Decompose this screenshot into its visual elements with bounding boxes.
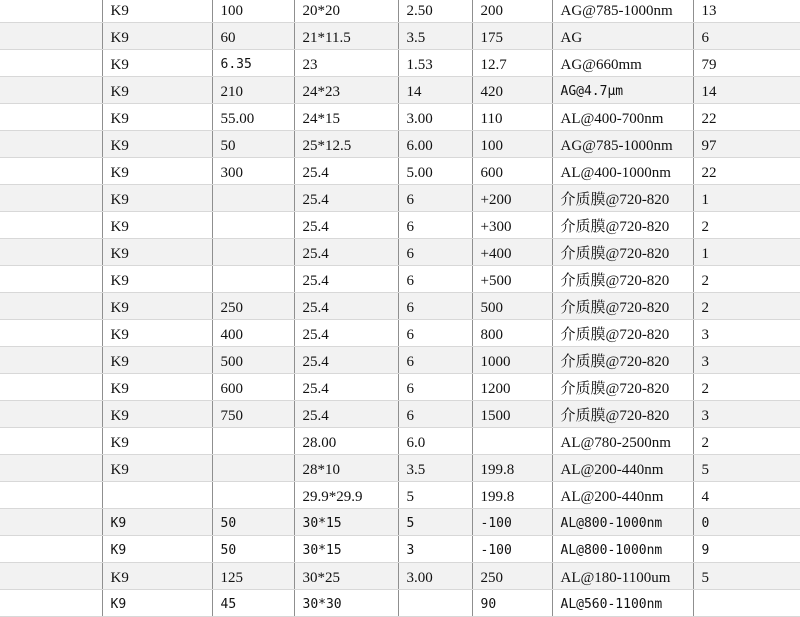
table-row[interactable] — [0, 77, 800, 104]
radius-cell[interactable]: 1200 — [472, 374, 552, 401]
focal-length-cell[interactable]: 300 — [212, 158, 294, 185]
blank-cell[interactable] — [0, 266, 102, 293]
table-row[interactable] — [0, 482, 800, 509]
material-cell[interactable]: K9 — [102, 401, 212, 428]
focal-length-cell[interactable]: 210 — [212, 77, 294, 104]
thickness-cell[interactable] — [398, 590, 472, 617]
radius-cell[interactable]: +500 — [472, 266, 552, 293]
table-row[interactable] — [0, 374, 800, 401]
material-cell[interactable]: K9 — [102, 77, 212, 104]
blank-cell[interactable] — [0, 374, 102, 401]
material-cell[interactable]: K9 — [102, 590, 212, 617]
radius-cell[interactable]: 600 — [472, 158, 552, 185]
table-row[interactable] — [0, 0, 800, 23]
material-cell[interactable]: K9 — [102, 212, 212, 239]
material-cell[interactable]: K9 — [102, 428, 212, 455]
table-row[interactable] — [0, 212, 800, 239]
quantity-cell[interactable]: 0 — [693, 509, 800, 536]
material-cell[interactable]: K9 — [102, 239, 212, 266]
size-cell[interactable]: 28.00 — [294, 428, 398, 455]
coating-cell[interactable]: AL@180-1100um — [552, 563, 693, 590]
coating-cell[interactable]: 介质膜@720-820 — [552, 401, 693, 428]
blank-cell[interactable] — [0, 347, 102, 374]
radius-cell[interactable]: 100 — [472, 131, 552, 158]
thickness-cell[interactable]: 6 — [398, 185, 472, 212]
thickness-cell[interactable]: 6 — [398, 266, 472, 293]
table-row[interactable] — [0, 401, 800, 428]
focal-length-cell[interactable]: 125 — [212, 563, 294, 590]
radius-cell[interactable]: 500 — [472, 293, 552, 320]
quantity-cell[interactable]: 6 — [693, 23, 800, 50]
focal-length-cell[interactable] — [212, 185, 294, 212]
focal-length-cell[interactable] — [212, 212, 294, 239]
coating-cell[interactable]: 介质膜@720-820 — [552, 212, 693, 239]
material-cell[interactable]: K9 — [102, 158, 212, 185]
table-row[interactable] — [0, 428, 800, 455]
thickness-cell[interactable]: 6 — [398, 374, 472, 401]
quantity-cell[interactable]: 2 — [693, 428, 800, 455]
thickness-cell[interactable]: 6 — [398, 239, 472, 266]
focal-length-cell[interactable]: 55.00 — [212, 104, 294, 131]
size-cell[interactable]: 25.4 — [294, 347, 398, 374]
material-cell[interactable]: K9 — [102, 0, 212, 23]
radius-cell[interactable]: -100 — [472, 536, 552, 563]
blank-cell[interactable] — [0, 212, 102, 239]
quantity-cell[interactable]: 4 — [693, 482, 800, 509]
size-cell[interactable]: 30*15 — [294, 536, 398, 563]
radius-cell[interactable]: 1500 — [472, 401, 552, 428]
focal-length-cell[interactable] — [212, 455, 294, 482]
blank-cell[interactable] — [0, 104, 102, 131]
size-cell[interactable]: 24*23 — [294, 77, 398, 104]
radius-cell[interactable]: 420 — [472, 77, 552, 104]
material-cell[interactable]: K9 — [102, 563, 212, 590]
quantity-cell[interactable]: 3 — [693, 320, 800, 347]
radius-cell[interactable]: 199.8 — [472, 455, 552, 482]
material-cell[interactable]: K9 — [102, 455, 212, 482]
size-cell[interactable]: 25.4 — [294, 401, 398, 428]
size-cell[interactable]: 20*20 — [294, 0, 398, 23]
size-cell[interactable]: 24*15 — [294, 104, 398, 131]
thickness-cell[interactable]: 6 — [398, 401, 472, 428]
material-cell[interactable]: K9 — [102, 536, 212, 563]
coating-cell[interactable]: AL@400-700nm — [552, 104, 693, 131]
quantity-cell[interactable]: 2 — [693, 212, 800, 239]
coating-cell[interactable]: 介质膜@720-820 — [552, 293, 693, 320]
thickness-cell[interactable]: 3.00 — [398, 563, 472, 590]
focal-length-cell[interactable]: 45 — [212, 590, 294, 617]
blank-cell[interactable] — [0, 131, 102, 158]
focal-length-cell[interactable] — [212, 428, 294, 455]
radius-cell[interactable]: -100 — [472, 509, 552, 536]
blank-cell[interactable] — [0, 77, 102, 104]
material-cell[interactable]: K9 — [102, 374, 212, 401]
blank-cell[interactable] — [0, 401, 102, 428]
thickness-cell[interactable]: 3.5 — [398, 455, 472, 482]
thickness-cell[interactable]: 3.00 — [398, 104, 472, 131]
quantity-cell[interactable]: 2 — [693, 374, 800, 401]
radius-cell[interactable]: +200 — [472, 185, 552, 212]
coating-cell[interactable]: AL@560-1100nm — [552, 590, 693, 617]
focal-length-cell[interactable]: 400 — [212, 320, 294, 347]
blank-cell[interactable] — [0, 239, 102, 266]
size-cell[interactable]: 25*12.5 — [294, 131, 398, 158]
coating-cell[interactable]: AL@400-1000nm — [552, 158, 693, 185]
material-cell[interactable]: K9 — [102, 23, 212, 50]
table-row[interactable] — [0, 104, 800, 131]
blank-cell[interactable] — [0, 293, 102, 320]
quantity-cell[interactable]: 79 — [693, 50, 800, 77]
size-cell[interactable]: 25.4 — [294, 185, 398, 212]
coating-cell[interactable]: 介质膜@720-820 — [552, 347, 693, 374]
material-cell[interactable]: K9 — [102, 509, 212, 536]
size-cell[interactable]: 30*25 — [294, 563, 398, 590]
thickness-cell[interactable]: 6.0 — [398, 428, 472, 455]
coating-cell[interactable]: AG — [552, 23, 693, 50]
focal-length-cell[interactable] — [212, 482, 294, 509]
blank-cell[interactable] — [0, 536, 102, 563]
quantity-cell[interactable]: 22 — [693, 104, 800, 131]
quantity-cell[interactable]: 2 — [693, 293, 800, 320]
quantity-cell[interactable]: 97 — [693, 131, 800, 158]
size-cell[interactable]: 25.4 — [294, 212, 398, 239]
material-cell[interactable]: K9 — [102, 293, 212, 320]
thickness-cell[interactable]: 6 — [398, 212, 472, 239]
blank-cell[interactable] — [0, 563, 102, 590]
table-row[interactable] — [0, 293, 800, 320]
quantity-cell[interactable]: 13 — [693, 0, 800, 23]
focal-length-cell[interactable] — [212, 266, 294, 293]
thickness-cell[interactable]: 14 — [398, 77, 472, 104]
focal-length-cell[interactable]: 250 — [212, 293, 294, 320]
coating-cell[interactable]: AL@200-440nm — [552, 455, 693, 482]
thickness-cell[interactable]: 5 — [398, 509, 472, 536]
thickness-cell[interactable]: 6 — [398, 293, 472, 320]
blank-cell[interactable] — [0, 482, 102, 509]
blank-cell[interactable] — [0, 50, 102, 77]
material-cell[interactable]: K9 — [102, 104, 212, 131]
table-row[interactable] — [0, 509, 800, 536]
quantity-cell[interactable]: 5 — [693, 455, 800, 482]
size-cell[interactable]: 23 — [294, 50, 398, 77]
radius-cell[interactable]: 1000 — [472, 347, 552, 374]
focal-length-cell[interactable]: 750 — [212, 401, 294, 428]
focal-length-cell[interactable]: 100 — [212, 0, 294, 23]
size-cell[interactable]: 25.4 — [294, 239, 398, 266]
focal-length-cell[interactable]: 50 — [212, 131, 294, 158]
table-row[interactable] — [0, 158, 800, 185]
blank-cell[interactable] — [0, 428, 102, 455]
size-cell[interactable]: 30*15 — [294, 509, 398, 536]
coating-cell[interactable]: AG@4.7μm — [552, 77, 693, 104]
blank-cell[interactable] — [0, 185, 102, 212]
radius-cell[interactable]: 110 — [472, 104, 552, 131]
coating-cell[interactable]: AG@785-1000nm — [552, 131, 693, 158]
thickness-cell[interactable]: 6 — [398, 347, 472, 374]
coating-cell[interactable]: AG@660mm — [552, 50, 693, 77]
blank-cell[interactable] — [0, 320, 102, 347]
radius-cell[interactable]: 199.8 — [472, 482, 552, 509]
material-cell[interactable]: K9 — [102, 185, 212, 212]
size-cell[interactable]: 30*30 — [294, 590, 398, 617]
table-row[interactable] — [0, 536, 800, 563]
coating-cell[interactable]: 介质膜@720-820 — [552, 320, 693, 347]
blank-cell[interactable] — [0, 590, 102, 617]
coating-cell[interactable]: 介质膜@720-820 — [552, 266, 693, 293]
radius-cell[interactable]: 90 — [472, 590, 552, 617]
blank-cell[interactable] — [0, 23, 102, 50]
table-row[interactable] — [0, 266, 800, 293]
quantity-cell[interactable]: 2 — [693, 266, 800, 293]
thickness-cell[interactable]: 5 — [398, 482, 472, 509]
table-row[interactable] — [0, 23, 800, 50]
coating-cell[interactable]: 介质膜@720-820 — [552, 239, 693, 266]
quantity-cell[interactable]: 14 — [693, 77, 800, 104]
quantity-cell[interactable]: 1 — [693, 239, 800, 266]
thickness-cell[interactable]: 3 — [398, 536, 472, 563]
table-row[interactable] — [0, 347, 800, 374]
thickness-cell[interactable]: 5.00 — [398, 158, 472, 185]
radius-cell[interactable]: 250 — [472, 563, 552, 590]
coating-cell[interactable]: AL@780-2500nm — [552, 428, 693, 455]
radius-cell[interactable]: 175 — [472, 23, 552, 50]
table-row[interactable] — [0, 185, 800, 212]
blank-cell[interactable] — [0, 509, 102, 536]
quantity-cell[interactable] — [693, 590, 800, 617]
size-cell[interactable]: 25.4 — [294, 374, 398, 401]
material-cell[interactable]: K9 — [102, 320, 212, 347]
material-cell[interactable]: K9 — [102, 266, 212, 293]
radius-cell[interactable]: 800 — [472, 320, 552, 347]
coating-cell[interactable]: AL@800-1000nm — [552, 536, 693, 563]
blank-cell[interactable] — [0, 158, 102, 185]
focal-length-cell[interactable] — [212, 239, 294, 266]
size-cell[interactable]: 29.9*29.9 — [294, 482, 398, 509]
thickness-cell[interactable]: 1.53 — [398, 50, 472, 77]
radius-cell[interactable]: 12.7 — [472, 50, 552, 77]
thickness-cell[interactable]: 6 — [398, 320, 472, 347]
coating-cell[interactable]: 介质膜@720-820 — [552, 185, 693, 212]
thickness-cell[interactable]: 2.50 — [398, 0, 472, 23]
table-row[interactable] — [0, 50, 800, 77]
coating-cell[interactable]: AL@800-1000nm — [552, 509, 693, 536]
focal-length-cell[interactable]: 600 — [212, 374, 294, 401]
quantity-cell[interactable]: 5 — [693, 563, 800, 590]
focal-length-cell[interactable]: 60 — [212, 23, 294, 50]
material-cell[interactable]: K9 — [102, 347, 212, 374]
size-cell[interactable]: 25.4 — [294, 158, 398, 185]
focal-length-cell[interactable]: 50 — [212, 536, 294, 563]
thickness-cell[interactable]: 6.00 — [398, 131, 472, 158]
quantity-cell[interactable]: 3 — [693, 347, 800, 374]
table-row[interactable] — [0, 563, 800, 590]
coating-cell[interactable]: AG@785-1000nm — [552, 0, 693, 23]
size-cell[interactable]: 25.4 — [294, 293, 398, 320]
blank-cell[interactable] — [0, 455, 102, 482]
thickness-cell[interactable]: 3.5 — [398, 23, 472, 50]
radius-cell[interactable]: 200 — [472, 0, 552, 23]
size-cell[interactable]: 25.4 — [294, 320, 398, 347]
coating-cell[interactable]: 介质膜@720-820 — [552, 374, 693, 401]
table-row[interactable] — [0, 590, 800, 617]
table-row[interactable] — [0, 320, 800, 347]
quantity-cell[interactable]: 9 — [693, 536, 800, 563]
material-cell[interactable] — [102, 482, 212, 509]
focal-length-cell[interactable]: 6.35 — [212, 50, 294, 77]
size-cell[interactable]: 28*10 — [294, 455, 398, 482]
radius-cell[interactable] — [472, 428, 552, 455]
focal-length-cell[interactable]: 50 — [212, 509, 294, 536]
quantity-cell[interactable]: 1 — [693, 185, 800, 212]
material-cell[interactable]: K9 — [102, 50, 212, 77]
quantity-cell[interactable]: 22 — [693, 158, 800, 185]
radius-cell[interactable]: +400 — [472, 239, 552, 266]
material-cell[interactable]: K9 — [102, 131, 212, 158]
blank-cell[interactable] — [0, 0, 102, 23]
coating-cell[interactable]: AL@200-440nm — [552, 482, 693, 509]
radius-cell[interactable]: +300 — [472, 212, 552, 239]
table-row[interactable] — [0, 239, 800, 266]
table-row[interactable] — [0, 131, 800, 158]
focal-length-cell[interactable]: 500 — [212, 347, 294, 374]
size-cell[interactable]: 25.4 — [294, 266, 398, 293]
quantity-cell[interactable]: 3 — [693, 401, 800, 428]
table-row[interactable] — [0, 455, 800, 482]
size-cell[interactable]: 21*11.5 — [294, 23, 398, 50]
